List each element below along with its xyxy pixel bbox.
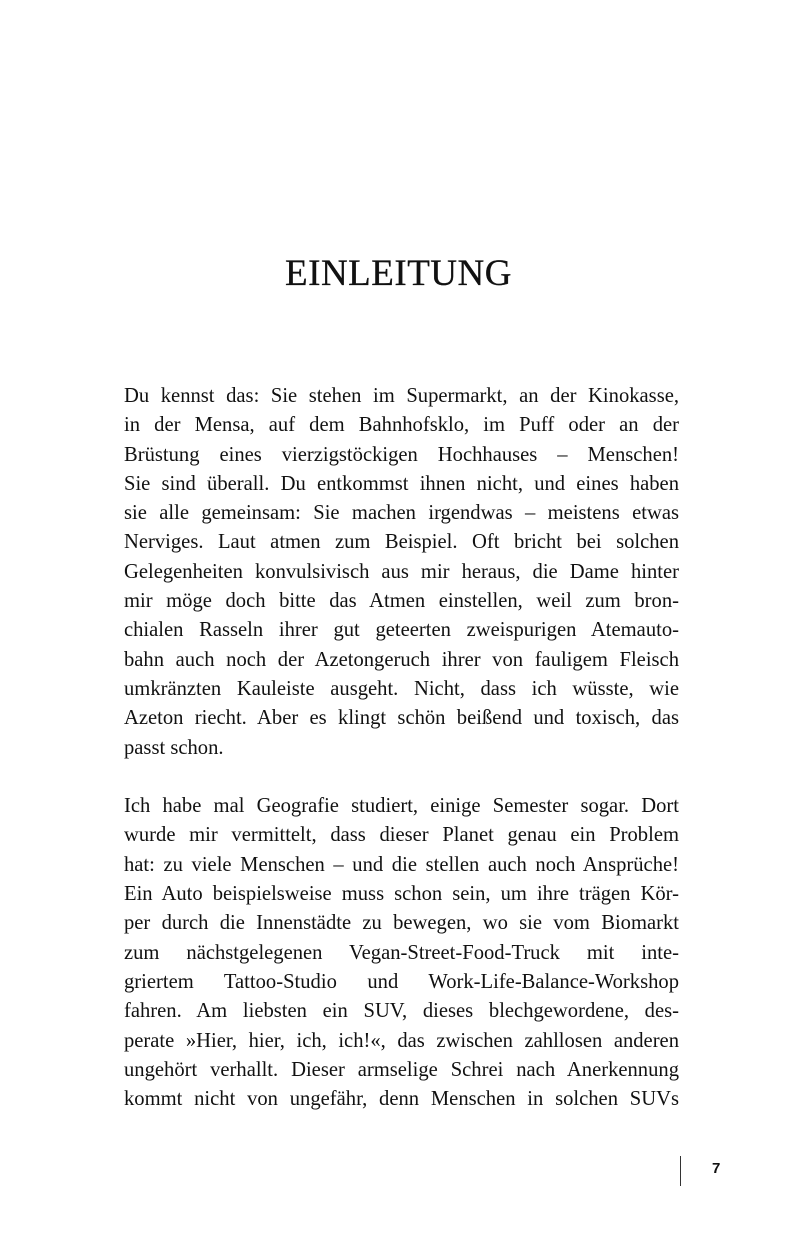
paragraph-2	[124, 792, 679, 1114]
text-line: Ein Auto beispielsweise muss schon sein, um ihre trägen Kör-	[124, 883, 679, 906]
text-line: fahren. Am liebsten ein SUV, dieses blechgewordene, des-	[124, 1000, 679, 1023]
text-line: wurde mir vermittelt, dass dieser Planet genau ein Problem	[124, 824, 679, 847]
text-line: hat: zu viele Menschen – und die stellen auch noch Ansprüche!	[124, 853, 679, 876]
text-line: mir möge doch bitte das Atmen einstellen, weil zum bron-	[124, 590, 679, 613]
text-line: ungehört verhallt. Dieser armselige Schrei nach Anerkennung	[124, 1058, 679, 1081]
text-line: Azeton riecht. Aber es klingt schön beißend und toxisch, das	[124, 707, 679, 730]
body-text	[124, 382, 679, 1114]
text-line: umkränzten Kauleiste ausgeht. Nicht, dass ich wüsste, wie	[124, 677, 679, 700]
text-line: kommt nicht von ungefähr, denn Menschen in solchen SUVs	[124, 1088, 679, 1111]
text-line: Gelegenheiten konvulsivisch aus mir heraus, die Dame hinter	[124, 560, 679, 583]
text-line: Sie sind überall. Du entkommst ihnen nicht, und eines haben	[124, 472, 679, 495]
text-line: Nerviges. Laut atmen zum Beispiel. Oft bricht bei solchen	[124, 531, 679, 554]
text-line: in der Mensa, auf dem Bahnhofsklo, im Puff oder an der	[124, 414, 679, 437]
text-line: perate »Hier, hier, ich, ich!«, das zwischen zahllosen anderen	[124, 1029, 679, 1052]
text-line: sie alle gemeinsam: Sie machen irgendwas – meistens etwas	[124, 502, 679, 525]
paragraph-1	[124, 382, 679, 763]
chapter-title: EINLEITUNG	[285, 253, 512, 294]
text-line: chialen Rasseln ihrer gut geteerten zweispurigen Atemauto-	[124, 619, 679, 642]
text-line: passt schon.	[124, 736, 224, 759]
text-line: zum nächstgelegenen Vegan-Street-Food-Truck mit inte-	[124, 941, 679, 964]
text-line: Du kennst das: Sie stehen im Supermarkt, an der Kinokasse,	[124, 385, 679, 407]
folio-rule	[680, 1156, 681, 1186]
text-line: bahn auch noch der Azetongeruch ihrer von fauligem Fleisch	[124, 648, 679, 671]
text-line: Ich habe mal Geografie studiert, einige Semester sogar. Dort	[124, 795, 679, 818]
text-line: Brüstung eines vierzigstöckigen Hochhauses – Menschen!	[124, 443, 679, 466]
text-line: griertem Tattoo-Studio und Work-Life-Balance-Workshop	[124, 970, 679, 993]
page-number: 7	[712, 1160, 721, 1177]
text-line: per durch die Innenstädte zu bewegen, wo sie vom Biomarkt	[124, 912, 679, 935]
